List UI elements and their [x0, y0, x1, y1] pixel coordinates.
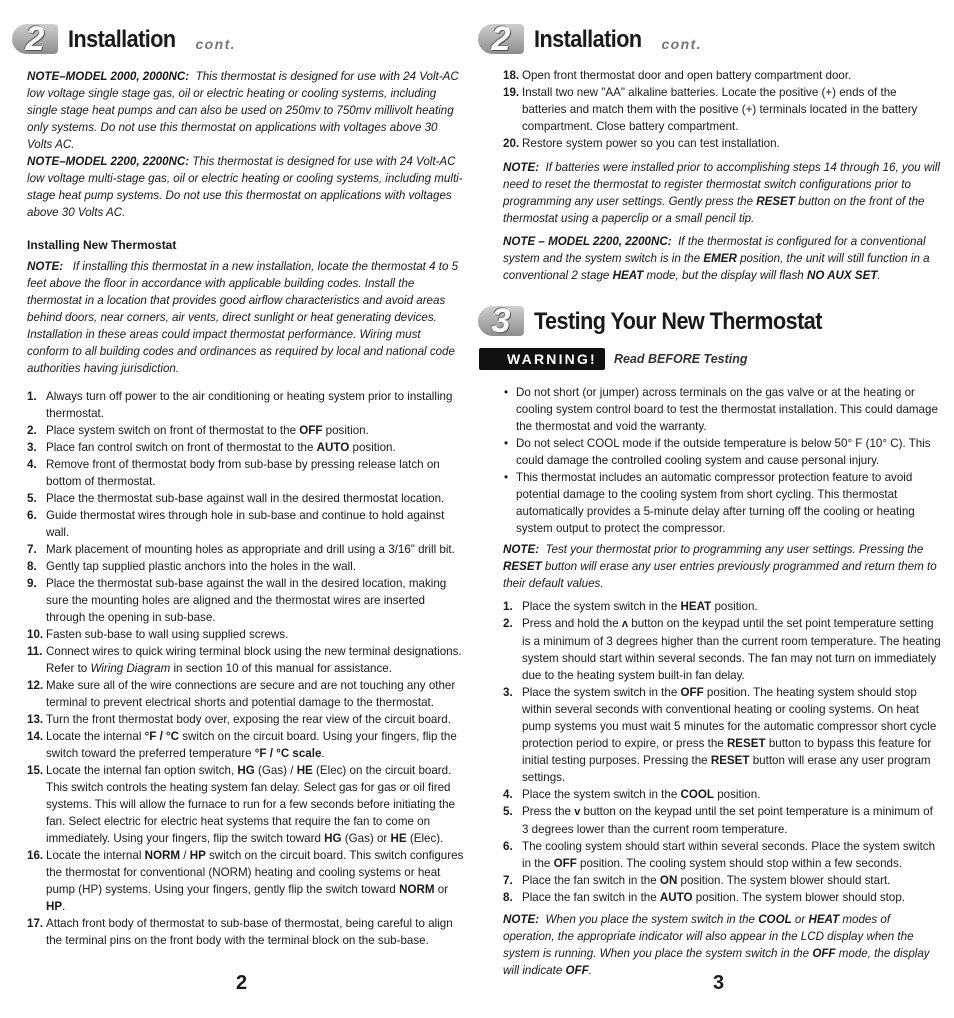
step-number: 4. [503, 788, 513, 801]
step-item: 7. Place the fan switch in the ON position. The system blower should start. [503, 874, 891, 887]
chevron-down-icon: v [574, 806, 581, 818]
step-item: 1. Always turn off power to the air conditioning or heating system prior to installing thermostat. [27, 390, 453, 420]
step-item: 3. Place the system switch in the OFF position. The heating system should stop within several seconds with conventional heating or cooling systems. On heat pump systems you must wait 5 minutes for the automatic compressor short cycle protection period to expire, or press the RESET button to bypass this feature for initial testing purposes. Pressing the RESET button will erase any user program settings. [503, 686, 937, 784]
installing-subheading: Installing New Thermostat [27, 238, 177, 252]
step-item: 11. Connect wires to quick wiring terminal block using the new terminal designations. Refer to Wiring Diagram in section 10 of this manual for assistance. [27, 645, 462, 675]
install-steps-cont [503, 67, 940, 152]
step-item: 16. Locate the internal NORM / HP switch on the circuit board. This switch configures the thermostat for conventional (NORM) heating and cooling systems or heat pump (HP) systems. Using your fingers, gently flip the switch toward NORM or HP. [27, 849, 464, 913]
warning-row [479, 347, 941, 371]
step-item: 5. Place the thermostat sub-base against wall in the desired thermostat location. [27, 492, 445, 505]
right-section-header [478, 14, 702, 58]
page-number-left: 2 [236, 972, 248, 994]
page-number-right: 3 [713, 972, 725, 994]
chevron-up-icon: ʌ [621, 618, 629, 630]
bullet-dot-icon: • [504, 386, 509, 399]
step-item: 2. Press and hold the ʌ button on the keypad until the set point temperature setting is a minimum of 3 degrees higher than the current room temperature. The heating system should start within several seconds. The fan may not turn on immediately due to the heating system built-in fan delay. [503, 617, 941, 682]
warning-bullets [503, 384, 941, 537]
install-steps [27, 388, 464, 949]
step-number: 6. [27, 509, 37, 522]
step-item: 9. Place the thermostat sub-base against the wall in the desired location, making sure the mounting holes are aligned and the thermostat wires are inserted through the opening in sub-base. [27, 577, 447, 624]
note-model-2200: NOTE–MODEL 2200, 2200NC: This thermostat is designed for use with 24 Volt-AC low voltage multi-stage gas, oil or electric heating or cooling systems, including multi-stage heat pump systems. Do not use this thermostat on applications with voltages above 30 Volts AC. [27, 155, 463, 219]
step-item: 7. Mark placement of mounting holes as appropriate and drill using a 3/16" drill bit. [27, 543, 455, 556]
warning-bullet: • This thermostat includes an automatic compressor protection feature to avoid potential damage to the cooling system from short cycling. This thermostat automatically provides a 5-minute delay after turning off the cooling or heating system output to protect the compressor. [504, 471, 915, 535]
step-number: 8. [503, 891, 513, 904]
step-item: 3. Place fan control switch on front of thermostat to the AUTO position. [27, 441, 396, 454]
testing-section-header [478, 296, 854, 340]
step-item: 2. Place system switch on front of thermostat to the OFF position. [27, 424, 369, 437]
step-number: 13. [27, 713, 44, 726]
step-item: 12. Make sure all of the wire connections are secure and are not touching any other terminal to prevent electrical shorts and potential damage to the thermostat. [27, 679, 456, 709]
install-note: NOTE: If installing this thermostat in a new installation, locate the thermostat 4 to 5 feet above the floor in accordance with applicable building codes. Install the thermostat in a location that provides good airflow characteristics and avoid areas behind doors, near corners, air vents, direct sunlight or heat generating devices. Installation in these areas could impact thermostat performance. Wiring must conform to all building codes and ordinances as required by local and national code authorities having jurisdiction. [27, 260, 459, 375]
step-number: 5. [27, 492, 37, 505]
note-model-2000: NOTE–MODEL 2000, 2000NC: This thermostat is designed for use with 24 Volt-AC low voltage single stage gas, oil or electric heating or cooling systems, including single stage heat pumps and can also be used on 250mv to 750mv millivolt heating only systems. Do not use this thermostat on applications with voltages above 30 Volts AC. [27, 70, 459, 151]
step-item: 17. Attach front body of thermostat to sub-base of thermostat, being careful to align the terminal pins on the front body with the terminal block on the sub-base. [27, 917, 453, 947]
step-number: 12. [27, 679, 44, 692]
step-item: 1. Place the system switch in the HEAT position. [503, 600, 758, 613]
step-number: 9. [27, 577, 37, 590]
step-number: 5. [503, 805, 513, 818]
step-item: 18. Open front thermostat door and open battery compartment door. [503, 69, 852, 82]
step-number: 18. [503, 69, 520, 82]
model-2200-note: NOTE – MODEL 2200, 2200NC: If the thermostat is configured for a conventional system and the system switch is in the EMER position, the unit will still function in a conventional 2 stage HEAT mode, but the display will flash NO AUX SET. [503, 235, 930, 282]
step-item: 20. Restore system power so you can test installation. [503, 137, 780, 150]
section-title: Installation [534, 26, 642, 53]
step-item: 6. Guide thermostat wires through hole in sub-base and continue to hold against wall. [27, 509, 445, 539]
step-item: 8. Place the fan switch in the AUTO position. The system blower should stop. [503, 891, 906, 904]
testing-body [479, 384, 941, 979]
step-item: 14. Locate the internal °F / °C switch on the circuit board. Using your fingers, flip the switch toward the preferred temperature °F / °C scale. [27, 730, 457, 760]
step-number: 20. [503, 137, 520, 150]
step-item: 19. Install two new "AA" alkaline batteries. Locate the positive (+) ends of the batteries and match them with the positive (+) terminals located in the battery compartment. Close battery compartment. [503, 86, 918, 133]
step-number: 17. [27, 917, 44, 930]
section-badge: 2 [12, 24, 58, 54]
battery-note: NOTE: If batteries were installed prior to accomplishing steps 14 through 16, you will need to reset the thermostat to register thermostat switch configurations prior to programming any user settings. Gently press the RESET button on the front of the thermostat using a paperclip or a small pencil tip. [503, 161, 940, 225]
step-item: 13. Turn the front thermostat body over, exposing the rear view of the circuit board. [27, 713, 451, 726]
section-cont: cont. [661, 36, 702, 52]
section-cont: cont. [195, 36, 236, 52]
section-badge: 2 [478, 24, 524, 54]
step-number: 7. [27, 543, 37, 556]
warning-subtitle: Read BEFORE Testing [613, 352, 748, 366]
step-item: 5. Press the v button on the keypad until the set point temperature is a minimum of 3 degrees lower than the current room temperature. [503, 805, 933, 836]
right-column-top [503, 67, 940, 284]
warning-badge: WARNING! [479, 348, 605, 370]
step-number: 14. [27, 730, 44, 743]
step-number: 4. [27, 458, 37, 471]
step-item: 4. Place the system switch in the COOL position. [503, 788, 761, 801]
step-number: 15. [27, 764, 44, 777]
bullet-dot-icon: • [504, 471, 509, 484]
warning-bullet: • Do not select COOL mode if the outside temperature is below 50° F (10° C). This could damage the controlled cooling system and cause personal injury. [504, 437, 931, 467]
step-number: 3. [27, 441, 37, 454]
step-number: 6. [503, 840, 513, 853]
section-badge: 3 [478, 306, 524, 336]
step-item: 10. Fasten sub-base to wall using supplied screws. [27, 628, 289, 641]
section-title: Testing Your New Thermostat [534, 308, 822, 335]
step-number: 3. [503, 686, 513, 699]
step-number: 7. [503, 874, 513, 887]
step-item: 4. Remove front of thermostat body from sub-base by pressing release latch on bottom of thermostat. [27, 458, 440, 488]
step-number: 10. [27, 628, 44, 641]
testing-section [479, 347, 941, 979]
warning-bullet: • Do not short (or jumper) across terminals on the gas valve or at the heating or cooling system control board to test the thermostat installation. This could damage the thermostat and void the warranty. [504, 386, 938, 433]
test-steps [503, 598, 941, 906]
step-number: 1. [27, 390, 37, 403]
step-number: 2. [503, 617, 513, 630]
step-number: 16. [27, 849, 44, 862]
step-number: 8. [27, 560, 37, 573]
test-note: NOTE: Test your thermostat prior to programming any user settings. Pressing the RESET button will erase any user entries previously programmed and return them to their default values. [503, 543, 937, 590]
section-title: Installation [68, 26, 176, 53]
step-item: 8. Gently tap supplied plastic anchors into the holes in the wall. [27, 560, 356, 573]
left-column [27, 68, 464, 949]
step-number: 11. [27, 645, 43, 658]
step-number: 2. [27, 424, 37, 437]
step-item: 15. Locate the internal fan option switch, HG (Gas) / HE (Elec) on the circuit board. This switch controls the heating system fan delay. Select gas for gas or oil fired systems. This will allow the furnace to run for a few seconds before initiating the fan. Select electric for electric heat systems that require the fan to come on immediately. Using your fingers, flip the switch toward HG (Gas) or HE (Elec). [27, 764, 455, 845]
step-number: 19. [503, 86, 520, 99]
left-section-header [12, 14, 236, 58]
step-number: 1. [503, 600, 513, 613]
mode-note: NOTE: When you place the system switch in the COOL or HEAT modes of operation, the appropriate indicator will also appear in the LCD display when the system is running. When you place the system switch in the OFF mode, the display will indicate OFF. [503, 913, 930, 977]
bullet-dot-icon: • [504, 437, 509, 450]
step-item: 6. The cooling system should start within several seconds. Place the system switch in the OFF position. The cooling system should stop within a few seconds. [503, 840, 936, 870]
